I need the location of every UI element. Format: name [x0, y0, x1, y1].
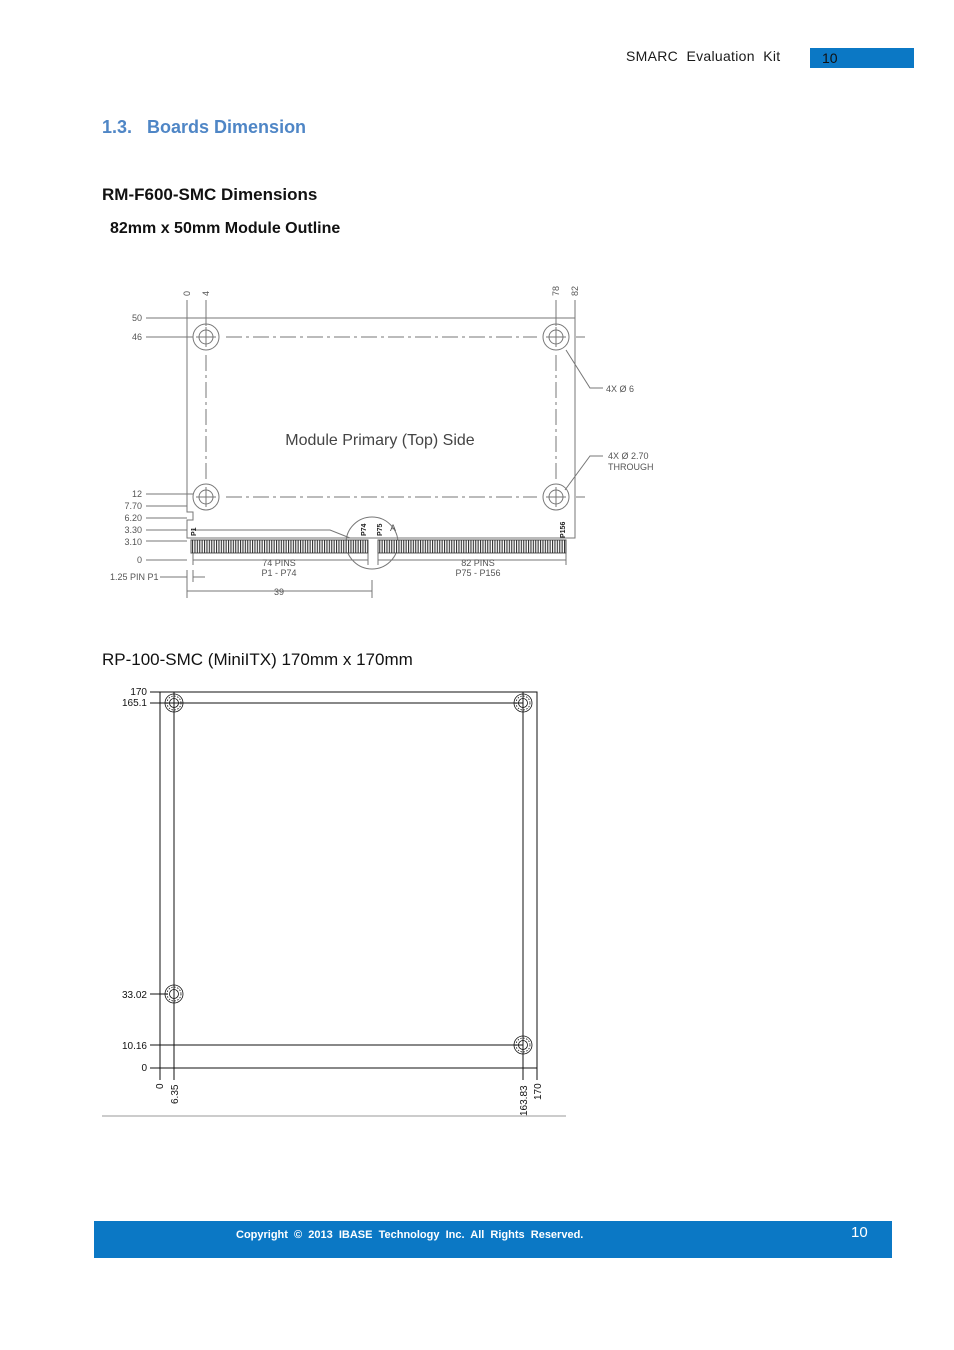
pin1-label: 1.25 PIN P1 — [110, 572, 159, 582]
pins-left-range: P1 - P74 — [261, 568, 297, 578]
carrier-outline-drawing — [100, 682, 570, 1122]
footer-page-number: 10 — [851, 1224, 868, 1241]
header-page-number: 10 — [822, 50, 838, 66]
through-note-1: 4X Ø 2.70 — [608, 451, 649, 461]
dim-top-4: 4 — [201, 290, 211, 296]
dim-top-82: 82 — [570, 285, 580, 296]
module-outline-drawing — [100, 275, 680, 605]
module-outline-label: 82mm x 50mm Module Outline — [110, 220, 341, 237]
carrier-dim-bottom-6: 6.35 — [170, 1084, 181, 1104]
carrier-dim-170: 170 — [130, 687, 147, 698]
dim-top-78: 78 — [551, 285, 561, 296]
dim-left-46: 46 — [131, 332, 142, 342]
dim-left-3.30: 3.30 — [124, 525, 142, 535]
dim-left-7.70: 7.70 — [124, 501, 142, 511]
dim-left-6.20: 6.20 — [124, 513, 142, 523]
pins-right-count: 82 PINS — [461, 558, 495, 568]
dim-left-12: 12 — [131, 489, 142, 499]
pin-marker-p1: P1 — [191, 527, 198, 536]
carrier-dim-33: 33.02 — [121, 990, 147, 1001]
dim-left-50: 50 — [131, 313, 142, 323]
carrier-dim-bottom-163: 163.83 — [519, 1085, 530, 1116]
carrier-dim-bottom-170: 170 — [533, 1083, 544, 1100]
carrier-dimensions-heading: RP-100-SMC (MiniITX) 170mm x 170mm — [102, 650, 413, 669]
module-dimensions-heading: RM-F600-SMC Dimensions — [102, 185, 318, 204]
carrier-dim-10: 10.16 — [121, 1041, 147, 1052]
dim-left-0: 0 — [136, 555, 142, 565]
module-side-label: Module Primary (Top) Side — [285, 432, 475, 449]
key-letter: A — [390, 523, 397, 533]
pins-right-range: P75 - P156 — [455, 568, 501, 578]
width-39-label: 39 — [273, 587, 285, 597]
pins-left-count: 74 PINS — [262, 558, 296, 568]
header-title: SMARC Evaluation Kit — [626, 48, 781, 64]
pin-marker-p75: P75 — [377, 523, 384, 536]
section-title: 1.3. Boards Dimension — [102, 117, 307, 137]
carrier-dim-165: 165.1 — [121, 698, 147, 709]
through-note-2: THROUGH — [608, 462, 654, 472]
dim-top-0: 0 — [182, 290, 192, 296]
carrier-dim-bottom-0: 0 — [155, 1083, 166, 1089]
pin-marker-p156: P156 — [560, 521, 567, 538]
pin-marker-p74: P74 — [361, 523, 368, 536]
dim-left-3.10: 3.10 — [124, 537, 142, 547]
carrier-dim-0: 0 — [141, 1063, 147, 1074]
footer-copyright: Copyright © 2013 IBASE Technology Inc. All Rights Reserved. — [236, 1229, 584, 1241]
hole-note: 4X Ø 6 — [606, 384, 635, 394]
